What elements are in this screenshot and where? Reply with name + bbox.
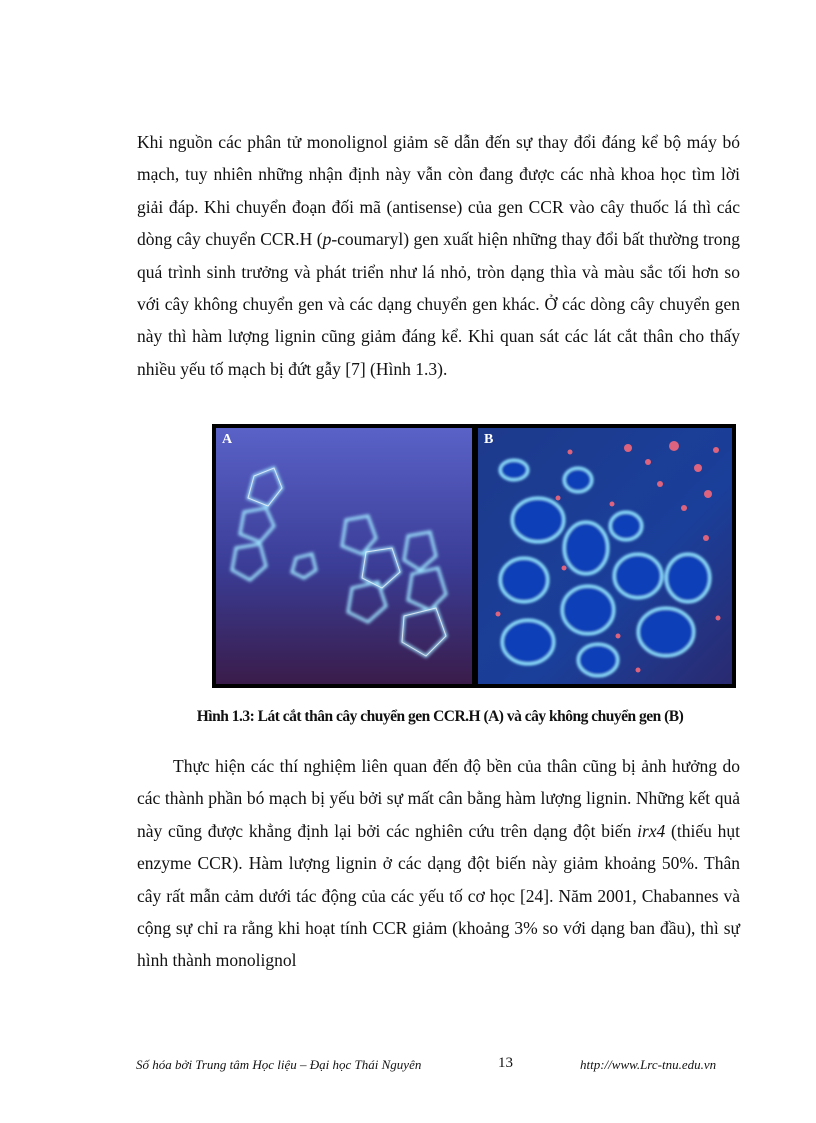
paragraph-1-text-b: -coumaryl) gen xuất hiện những thay đổi bất thường trong quá trình sinh trưởng và phát triển như lá nhỏ, tròn dạng thìa và màu sắc tối hơn so với cây không chuyển gen và các dạng chuyển gen khác. Ở các dòng cây chuyển gen này thì hàm lượng lignin cũng giảm đáng kể. Khi quan sát các lát cắt thân cho thấy nhiều yếu tố mạch bị đứt gẫy [7] (Hình 1.3). — [137, 229, 740, 379]
paragraph-2-text-b: (thiếu hụt enzyme CCR). Hàm lượng lignin ở các dạng đột biến này giảm khoảng 50%. Thân cây rất mẫn cảm dưới tác động của các yếu tố cơ học [24]. Năm 2001, Chabannes và cộng sự chỉ ra rằng khi hoạt tính CCR giảm (khoảng 3% so với dạng ban đầu), thì sự hình thành monolignol — [137, 820, 740, 971]
figure-caption: Hình 1.3: Lát cắt thân cây chuyển gen CCR.H (A) và cây không chuyển gen (B) — [196, 708, 684, 725]
footer-source: Số hóa bởi Trung tâm Học liệu – Đại học Thái Nguyên — [136, 1057, 422, 1072]
footer-url[interactable]: http://www.Lrc-tnu.edu.vn — [580, 1057, 717, 1072]
panel-a-label: A — [222, 432, 233, 447]
panel-b-label: B — [484, 432, 494, 447]
paragraph-1 — [137, 126, 740, 385]
paragraph-1-text-a: Khi nguồn các phân tử monolignol giảm sẽ dẫn đến sự thay đổi đáng kể bộ máy bó mạch, tuy nhiên những nhận định này vẫn còn đang được các nhà khoa học tìm lời giải đáp. Khi chuyển đoạn đối mã (antisense) của gen CCR vào cây thuốc lá thì các dòng cây chuyển CCR.H ( — [137, 132, 740, 250]
page-number: 13 — [498, 1055, 513, 1071]
paragraph-2-text-a: Thực hiện các thí nghiệm liên quan đến độ bền của thân cũng bị ảnh hưởng do các thành phần bó mạch bị yếu bởi sự mất cân bằng hàm lượng lignin. Những kết quả này cũng được khẳng định lại bởi các nghiên cứu trên dạng đột biến — [137, 756, 740, 841]
micrograph-panel-b — [478, 428, 732, 684]
paragraph-1-italic: p — [322, 229, 332, 250]
figure-micrograph — [212, 424, 736, 688]
micrograph-panel-a — [216, 428, 472, 684]
paragraph-2-italic: irx4 — [637, 820, 666, 841]
paragraph-2 — [137, 750, 740, 977]
